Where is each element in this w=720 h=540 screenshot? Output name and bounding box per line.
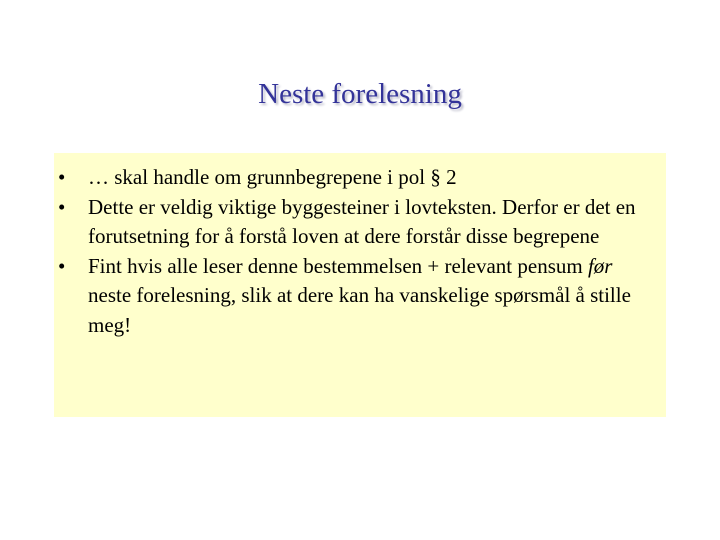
- bullet-text-3-emphasis: før: [587, 253, 613, 278]
- bullet-text-3-rest: neste forelesning, slik at dere kan ha vanskelige spørsmål å stille meg!: [88, 283, 631, 337]
- bullet-text-3-prefix: Fint hvis alle leser denne bestemmelsen + relevant pensum: [88, 253, 588, 278]
- content-box: [54, 153, 666, 417]
- bullet-dot: •: [58, 165, 66, 189]
- slide-title: Neste forelesning: [258, 78, 462, 110]
- bullet-item-2: [54, 193, 666, 252]
- bullet-item-3: [54, 252, 666, 341]
- bullet-list: [54, 153, 666, 340]
- bullet-text-2: Dette er veldig viktige byggesteiner i lovteksten. Derfor er det en forutsetning for å forstå loven at dere forstår disse begrepene: [88, 194, 636, 248]
- bullet-dot: •: [58, 194, 66, 219]
- bullet-text-1: … skal handle om grunnbegrepene i pol § 2: [88, 165, 457, 189]
- bullet-dot: •: [58, 253, 66, 278]
- bullet-item-1: [54, 163, 666, 193]
